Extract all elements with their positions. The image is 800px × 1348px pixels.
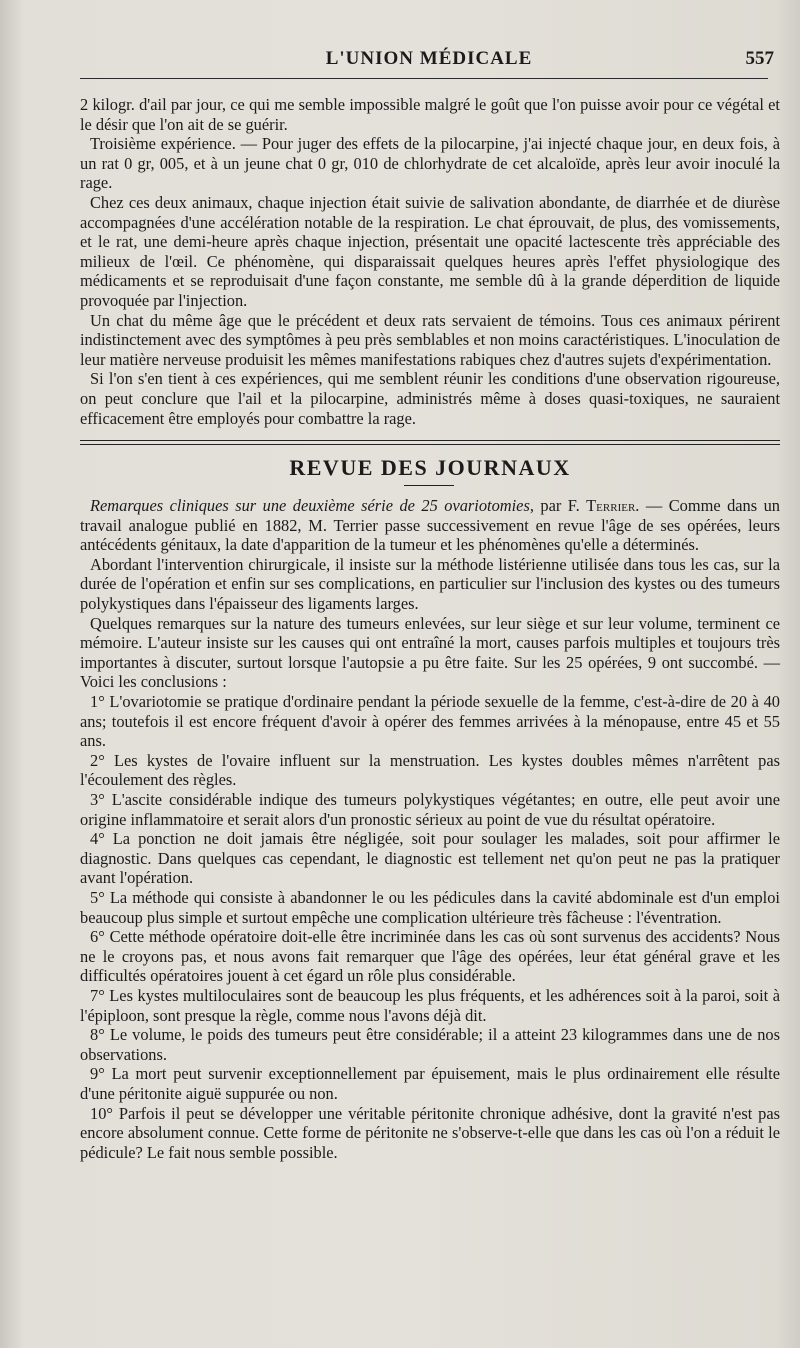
paragraph: Chez ces deux animaux, chaque injection était suivie de salivation abondante, de diarrhée et de diurèse accompagnées d'une accélération notable de la respiration. Le chat éprouvait, de plus, des vomissements, et le rat, une demi-heure après chaque injection, présentait une opacité lactescente très appréciable des milieux de l'œil. Ce phénomène, qui disparaissait quelques heures après l'effet physiologique des médicaments et se reproduisait d'une façon constante, me semble dû à la grande déperdition de liquide provoquée par l'injection. (80, 192, 780, 310)
conclusion-item: 8° Le volume, le poids des tumeurs peut être considérable; il a atteint 23 kilogrammes dans une de nos observations. (80, 1025, 780, 1064)
paragraph: Un chat du même âge que le précédent et deux rats servaient de témoins. Tous ces animaux périrent indistinctement avec des symptômes à peu près semblables et non moins caractéristiques. L'inoculation de leur matière nerveuse produisit les mêmes manifestations rabiques chez d'autres sujets d'expérimentation. (80, 310, 780, 369)
title-underline (404, 485, 454, 486)
part2-body (80, 496, 780, 1162)
paragraph: 2 kilogr. d'ail par jour, ce qui me semble impossible malgré le goût que l'on puisse avoir pour ce végétal et le désir que l'on ait de se guérir. (80, 95, 780, 134)
conclusion-item: 10° Parfois il peut se développer une véritable péritonite chronique adhésive, dont la gravité n'est pas encore absolument connue. Cette forme de péritonite ne s'observe-t-elle que dans les cas où l'on a réduit le pédicule? Le fait nous semble possible. (80, 1103, 780, 1162)
page-number: 557 (745, 48, 774, 69)
paragraph: Si l'on s'en tient à ces expériences, qui me semblent réunir les conditions d'une observation rigoureuse, on peut conclure que l'ail et la pilocarpine, administrés même à doses quasi-toxiques, ne sauraient efficacement être employés pour combattre la rage. (80, 369, 780, 428)
paragraph: Troisième expérience. — Pour juger des effets de la pilocarpine, j'ai injecté chaque jour, en deux fois, à un rat 0 gr, 005, et à un jeune chat 0 gr, 010 de chlorhydrate de cet alcaloïde, après leur avoir inoculé la rage. (80, 134, 780, 193)
conclusion-item: 5° La méthode qui consiste à abandonner le ou les pédicules dans la cavité abdominale est d'un emploi beaucoup plus simple et surtout empêche une complication ultérieure très fâcheuse : l'éventration. (80, 887, 780, 927)
conclusion-item: 9° La mort peut survenir exceptionnellement par épuisement, mais le plus ordinairement elle résulte d'une péritonite aiguë suppurée ou non. (80, 1064, 780, 1103)
conclusion-item: 1° L'ovariotomie se pratique d'ordinaire pendant la période sexuelle de la femme, c'est-à-dire de 20 à 40 ans; toutefois il est encore fréquent d'avoir à opérer des femmes arrivées à la ménopause, entre 45 et 55 ans. (80, 692, 780, 751)
conclusion-item: 6° Cette méthode opératoire doit-elle être incriminée dans les cas où sont survenus des accidents? Nous ne le croyons pas, et nous avons fait remarquer que l'âge des opérées, leur état général grave et les difficultés opératoires jouent à cet égard un rôle plus considérable. (80, 927, 780, 986)
article-by: , par F. (529, 496, 580, 516)
paragraph: Abordant l'intervention chirurgicale, il insiste sur la méthode listérienne utilisée dans tous les cas, sur la durée de l'opération et enfin sur ses complications, en particulier sur l'inclusion des kystes ou des tumeurs polykystiques dans l'épaisseur des ligaments larges. (80, 554, 780, 614)
conclusion-item: 7° Les kystes multiloculaires sont de beaucoup les plus fréquents, et les adhérences soit à la paroi, soit à l'épiploon, sont presque la règle, comme nous l'avons déjà dit. (80, 985, 780, 1025)
section-divider (80, 440, 780, 445)
header-rule (80, 78, 768, 79)
running-header (80, 42, 778, 76)
article-title: Remarques cliniques sur une deuxième série de 25 ovariotomies (90, 496, 530, 516)
running-title: L'UNION MÉDICALE (325, 48, 533, 69)
article-author: Terrier. (586, 496, 640, 516)
paragraph: Quelques remarques sur la nature des tumeurs enlevées, sur leur siège et sur leur volume, terminent ce mémoire. L'auteur insiste sur les causes qui ont entraîné la mort, causes parfois multiples et toujours très importantes à discuter, surtout lorsque l'autopsie a pu être faite. Sur les 25 opérées, 9 ont succombé. — Voici les conclusions : (80, 613, 780, 692)
section-title: REVUE DES JOURNAUX (289, 455, 571, 481)
conclusion-item: 2° Les kystes de l'ovaire influent sur la menstruation. Les kystes doubles mêmes n'arrêtent pas l'écoulement des règles. (80, 750, 780, 790)
conclusion-item: 3° L'ascite considérable indique des tumeurs polykystiques végétantes; en outre, elle peut avoir une origine inflammatoire et serait alors d'un pronostic sérieux au point de vue du résultat opératoire. (80, 790, 780, 829)
article-intro-text: — Comme dans un travail analogue publié en 1882, M. Terrier passe successivement en revue l'âge de ses opérées, leurs antécédents génitaux, la date d'apparition de la tumeur et les phénomènes qu'elle a déterminés. (80, 496, 780, 555)
part1-body (80, 95, 780, 428)
article-intro (80, 496, 780, 555)
conclusion-item: 4° La ponction ne doit jamais être négligée, soit pour soulager les malades, soit pour affirmer le diagnostic. Dans quelques cas cependant, le diagnostic est tellement net qu'on peut ne pas la pratiquer avant l'opération. (80, 829, 780, 888)
